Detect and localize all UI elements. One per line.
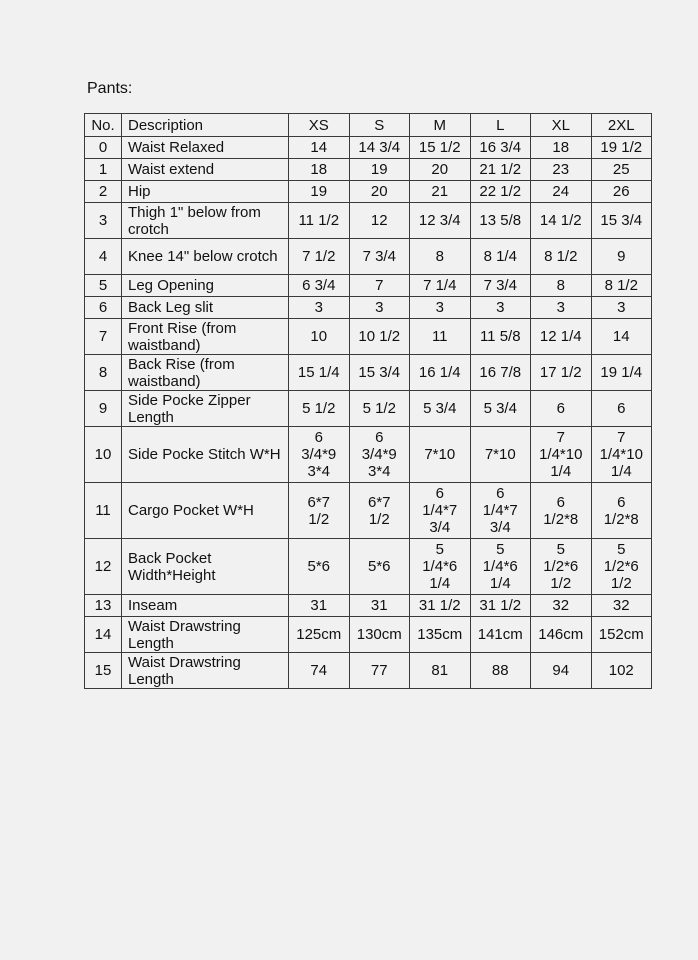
cell-size-m: 5 1/4*6 1/4 — [410, 539, 471, 595]
table-row — [85, 595, 652, 617]
cell-size-l: 31 1/2 — [470, 595, 531, 617]
cell-size-xs: 14 — [289, 137, 350, 159]
cell-size-xs: 6 3/4 — [289, 275, 350, 297]
cell-size-xs: 6 3/4*9 3*4 — [289, 427, 350, 483]
row-description: Waist extend — [122, 159, 289, 181]
row-description: Waist Drawstring Length — [122, 617, 289, 653]
row-description: Back Leg slit — [122, 297, 289, 319]
table-row — [85, 297, 652, 319]
cell-size-2xl: 3 — [591, 297, 652, 319]
cell-size-xl: 18 — [531, 137, 592, 159]
row-number: 14 — [85, 617, 122, 653]
cell-size-xs: 10 — [289, 319, 350, 355]
row-number: 3 — [85, 203, 122, 239]
header-row — [85, 114, 652, 137]
cell-size-s: 5 1/2 — [349, 391, 410, 427]
table-row — [85, 539, 652, 595]
cell-size-m: 21 — [410, 181, 471, 203]
cell-size-m: 7*10 — [410, 427, 471, 483]
cell-size-xs: 6*7 1/2 — [289, 483, 350, 539]
row-number: 11 — [85, 483, 122, 539]
table-row — [85, 159, 652, 181]
cell-size-2xl: 15 3/4 — [591, 203, 652, 239]
cell-size-l: 7*10 — [470, 427, 531, 483]
cell-size-xl: 3 — [531, 297, 592, 319]
row-description: Thigh 1" below from crotch — [122, 203, 289, 239]
cell-size-l: 16 3/4 — [470, 137, 531, 159]
row-number: 9 — [85, 391, 122, 427]
table-row — [85, 239, 652, 275]
row-number: 5 — [85, 275, 122, 297]
cell-size-xs: 31 — [289, 595, 350, 617]
cell-size-m: 81 — [410, 653, 471, 689]
cell-size-2xl: 9 — [591, 239, 652, 275]
cell-size-m: 12 3/4 — [410, 203, 471, 239]
cell-size-m: 3 — [410, 297, 471, 319]
row-description: Back Pocket Width*Height — [122, 539, 289, 595]
cell-size-xs: 5*6 — [289, 539, 350, 595]
cell-size-2xl: 32 — [591, 595, 652, 617]
cell-size-xl: 17 1/2 — [531, 355, 592, 391]
cell-size-2xl: 102 — [591, 653, 652, 689]
table-row — [85, 427, 652, 483]
table-row — [85, 203, 652, 239]
cell-size-xs: 5 1/2 — [289, 391, 350, 427]
cell-size-2xl: 26 — [591, 181, 652, 203]
table-row — [85, 653, 652, 689]
cell-size-xs: 19 — [289, 181, 350, 203]
cell-size-l: 22 1/2 — [470, 181, 531, 203]
cell-size-s: 12 — [349, 203, 410, 239]
cell-size-m: 7 1/4 — [410, 275, 471, 297]
cell-size-2xl: 7 1/4*10 1/4 — [591, 427, 652, 483]
table-row — [85, 355, 652, 391]
row-description: Leg Opening — [122, 275, 289, 297]
cell-size-2xl: 8 1/2 — [591, 275, 652, 297]
row-description: Cargo Pocket W*H — [122, 483, 289, 539]
cell-size-xl: 8 — [531, 275, 592, 297]
cell-size-xs: 74 — [289, 653, 350, 689]
cell-size-m: 31 1/2 — [410, 595, 471, 617]
header-no: No. — [85, 114, 122, 137]
table-row — [85, 617, 652, 653]
cell-size-m: 135cm — [410, 617, 471, 653]
cell-size-2xl: 6 — [591, 391, 652, 427]
cell-size-xl: 8 1/2 — [531, 239, 592, 275]
cell-size-m: 15 1/2 — [410, 137, 471, 159]
cell-size-xl: 32 — [531, 595, 592, 617]
cell-size-m: 11 — [410, 319, 471, 355]
cell-size-xs: 11 1/2 — [289, 203, 350, 239]
cell-size-2xl: 6 1/2*8 — [591, 483, 652, 539]
cell-size-xl: 24 — [531, 181, 592, 203]
cell-size-xl: 7 1/4*10 1/4 — [531, 427, 592, 483]
header-size-s: S — [349, 114, 410, 137]
cell-size-m: 16 1/4 — [410, 355, 471, 391]
row-number: 1 — [85, 159, 122, 181]
cell-size-s: 7 — [349, 275, 410, 297]
cell-size-l: 3 — [470, 297, 531, 319]
row-description: Back Rise (from waistband) — [122, 355, 289, 391]
row-number: 6 — [85, 297, 122, 319]
table-row — [85, 483, 652, 539]
row-number: 13 — [85, 595, 122, 617]
cell-size-2xl: 19 1/2 — [591, 137, 652, 159]
row-number: 0 — [85, 137, 122, 159]
cell-size-xs: 7 1/2 — [289, 239, 350, 275]
row-number: 10 — [85, 427, 122, 483]
row-number: 12 — [85, 539, 122, 595]
cell-size-xl: 14 1/2 — [531, 203, 592, 239]
cell-size-l: 8 1/4 — [470, 239, 531, 275]
cell-size-xs: 15 1/4 — [289, 355, 350, 391]
cell-size-xl: 12 1/4 — [531, 319, 592, 355]
row-number: 2 — [85, 181, 122, 203]
cell-size-2xl: 19 1/4 — [591, 355, 652, 391]
cell-size-2xl: 5 1/2*6 1/2 — [591, 539, 652, 595]
row-number: 15 — [85, 653, 122, 689]
cell-size-2xl: 152cm — [591, 617, 652, 653]
cell-size-m: 20 — [410, 159, 471, 181]
cell-size-s: 14 3/4 — [349, 137, 410, 159]
header-size-xs: XS — [289, 114, 350, 137]
cell-size-s: 20 — [349, 181, 410, 203]
cell-size-s: 6*7 1/2 — [349, 483, 410, 539]
cell-size-xs: 18 — [289, 159, 350, 181]
cell-size-xl: 5 1/2*6 1/2 — [531, 539, 592, 595]
cell-size-xl: 146cm — [531, 617, 592, 653]
cell-size-l: 21 1/2 — [470, 159, 531, 181]
row-description: Hip — [122, 181, 289, 203]
cell-size-l: 88 — [470, 653, 531, 689]
cell-size-m: 6 1/4*7 3/4 — [410, 483, 471, 539]
cell-size-s: 31 — [349, 595, 410, 617]
row-description: Waist Drawstring Length — [122, 653, 289, 689]
row-description: Front Rise (from waistband) — [122, 319, 289, 355]
cell-size-2xl: 14 — [591, 319, 652, 355]
header-size-m: M — [410, 114, 471, 137]
cell-size-s: 15 3/4 — [349, 355, 410, 391]
table-row — [85, 319, 652, 355]
row-number: 4 — [85, 239, 122, 275]
cell-size-m: 8 — [410, 239, 471, 275]
cell-size-l: 7 3/4 — [470, 275, 531, 297]
cell-size-l: 16 7/8 — [470, 355, 531, 391]
header-description: Description — [122, 114, 289, 137]
cell-size-s: 5*6 — [349, 539, 410, 595]
row-number: 8 — [85, 355, 122, 391]
cell-size-l: 6 1/4*7 3/4 — [470, 483, 531, 539]
cell-size-l: 141cm — [470, 617, 531, 653]
cell-size-s: 19 — [349, 159, 410, 181]
row-description: Inseam — [122, 595, 289, 617]
table-body — [85, 137, 652, 689]
cell-size-s: 130cm — [349, 617, 410, 653]
cell-size-s: 77 — [349, 653, 410, 689]
cell-size-l: 11 5/8 — [470, 319, 531, 355]
row-description: Side Pocke Stitch W*H — [122, 427, 289, 483]
header-size-xl: XL — [531, 114, 592, 137]
cell-size-s: 3 — [349, 297, 410, 319]
page-heading: Pants: — [87, 80, 133, 97]
cell-size-xs: 125cm — [289, 617, 350, 653]
row-description: Knee 14" below crotch — [122, 239, 289, 275]
cell-size-l: 5 3/4 — [470, 391, 531, 427]
cell-size-xs: 3 — [289, 297, 350, 319]
cell-size-xl: 23 — [531, 159, 592, 181]
table-header — [85, 114, 652, 137]
row-description: Waist Relaxed — [122, 137, 289, 159]
cell-size-xl: 94 — [531, 653, 592, 689]
cell-size-2xl: 25 — [591, 159, 652, 181]
size-spec-table — [84, 113, 652, 689]
header-size-l: L — [470, 114, 531, 137]
cell-size-xl: 6 1/2*8 — [531, 483, 592, 539]
cell-size-s: 7 3/4 — [349, 239, 410, 275]
cell-size-xl: 6 — [531, 391, 592, 427]
table-row — [85, 181, 652, 203]
cell-size-m: 5 3/4 — [410, 391, 471, 427]
cell-size-s: 10 1/2 — [349, 319, 410, 355]
cell-size-l: 5 1/4*6 1/4 — [470, 539, 531, 595]
table-row — [85, 391, 652, 427]
table-row — [85, 137, 652, 159]
row-description: Side Pocke Zipper Length — [122, 391, 289, 427]
row-number: 7 — [85, 319, 122, 355]
cell-size-l: 13 5/8 — [470, 203, 531, 239]
header-size-2xl: 2XL — [591, 114, 652, 137]
cell-size-s: 6 3/4*9 3*4 — [349, 427, 410, 483]
table-row — [85, 275, 652, 297]
